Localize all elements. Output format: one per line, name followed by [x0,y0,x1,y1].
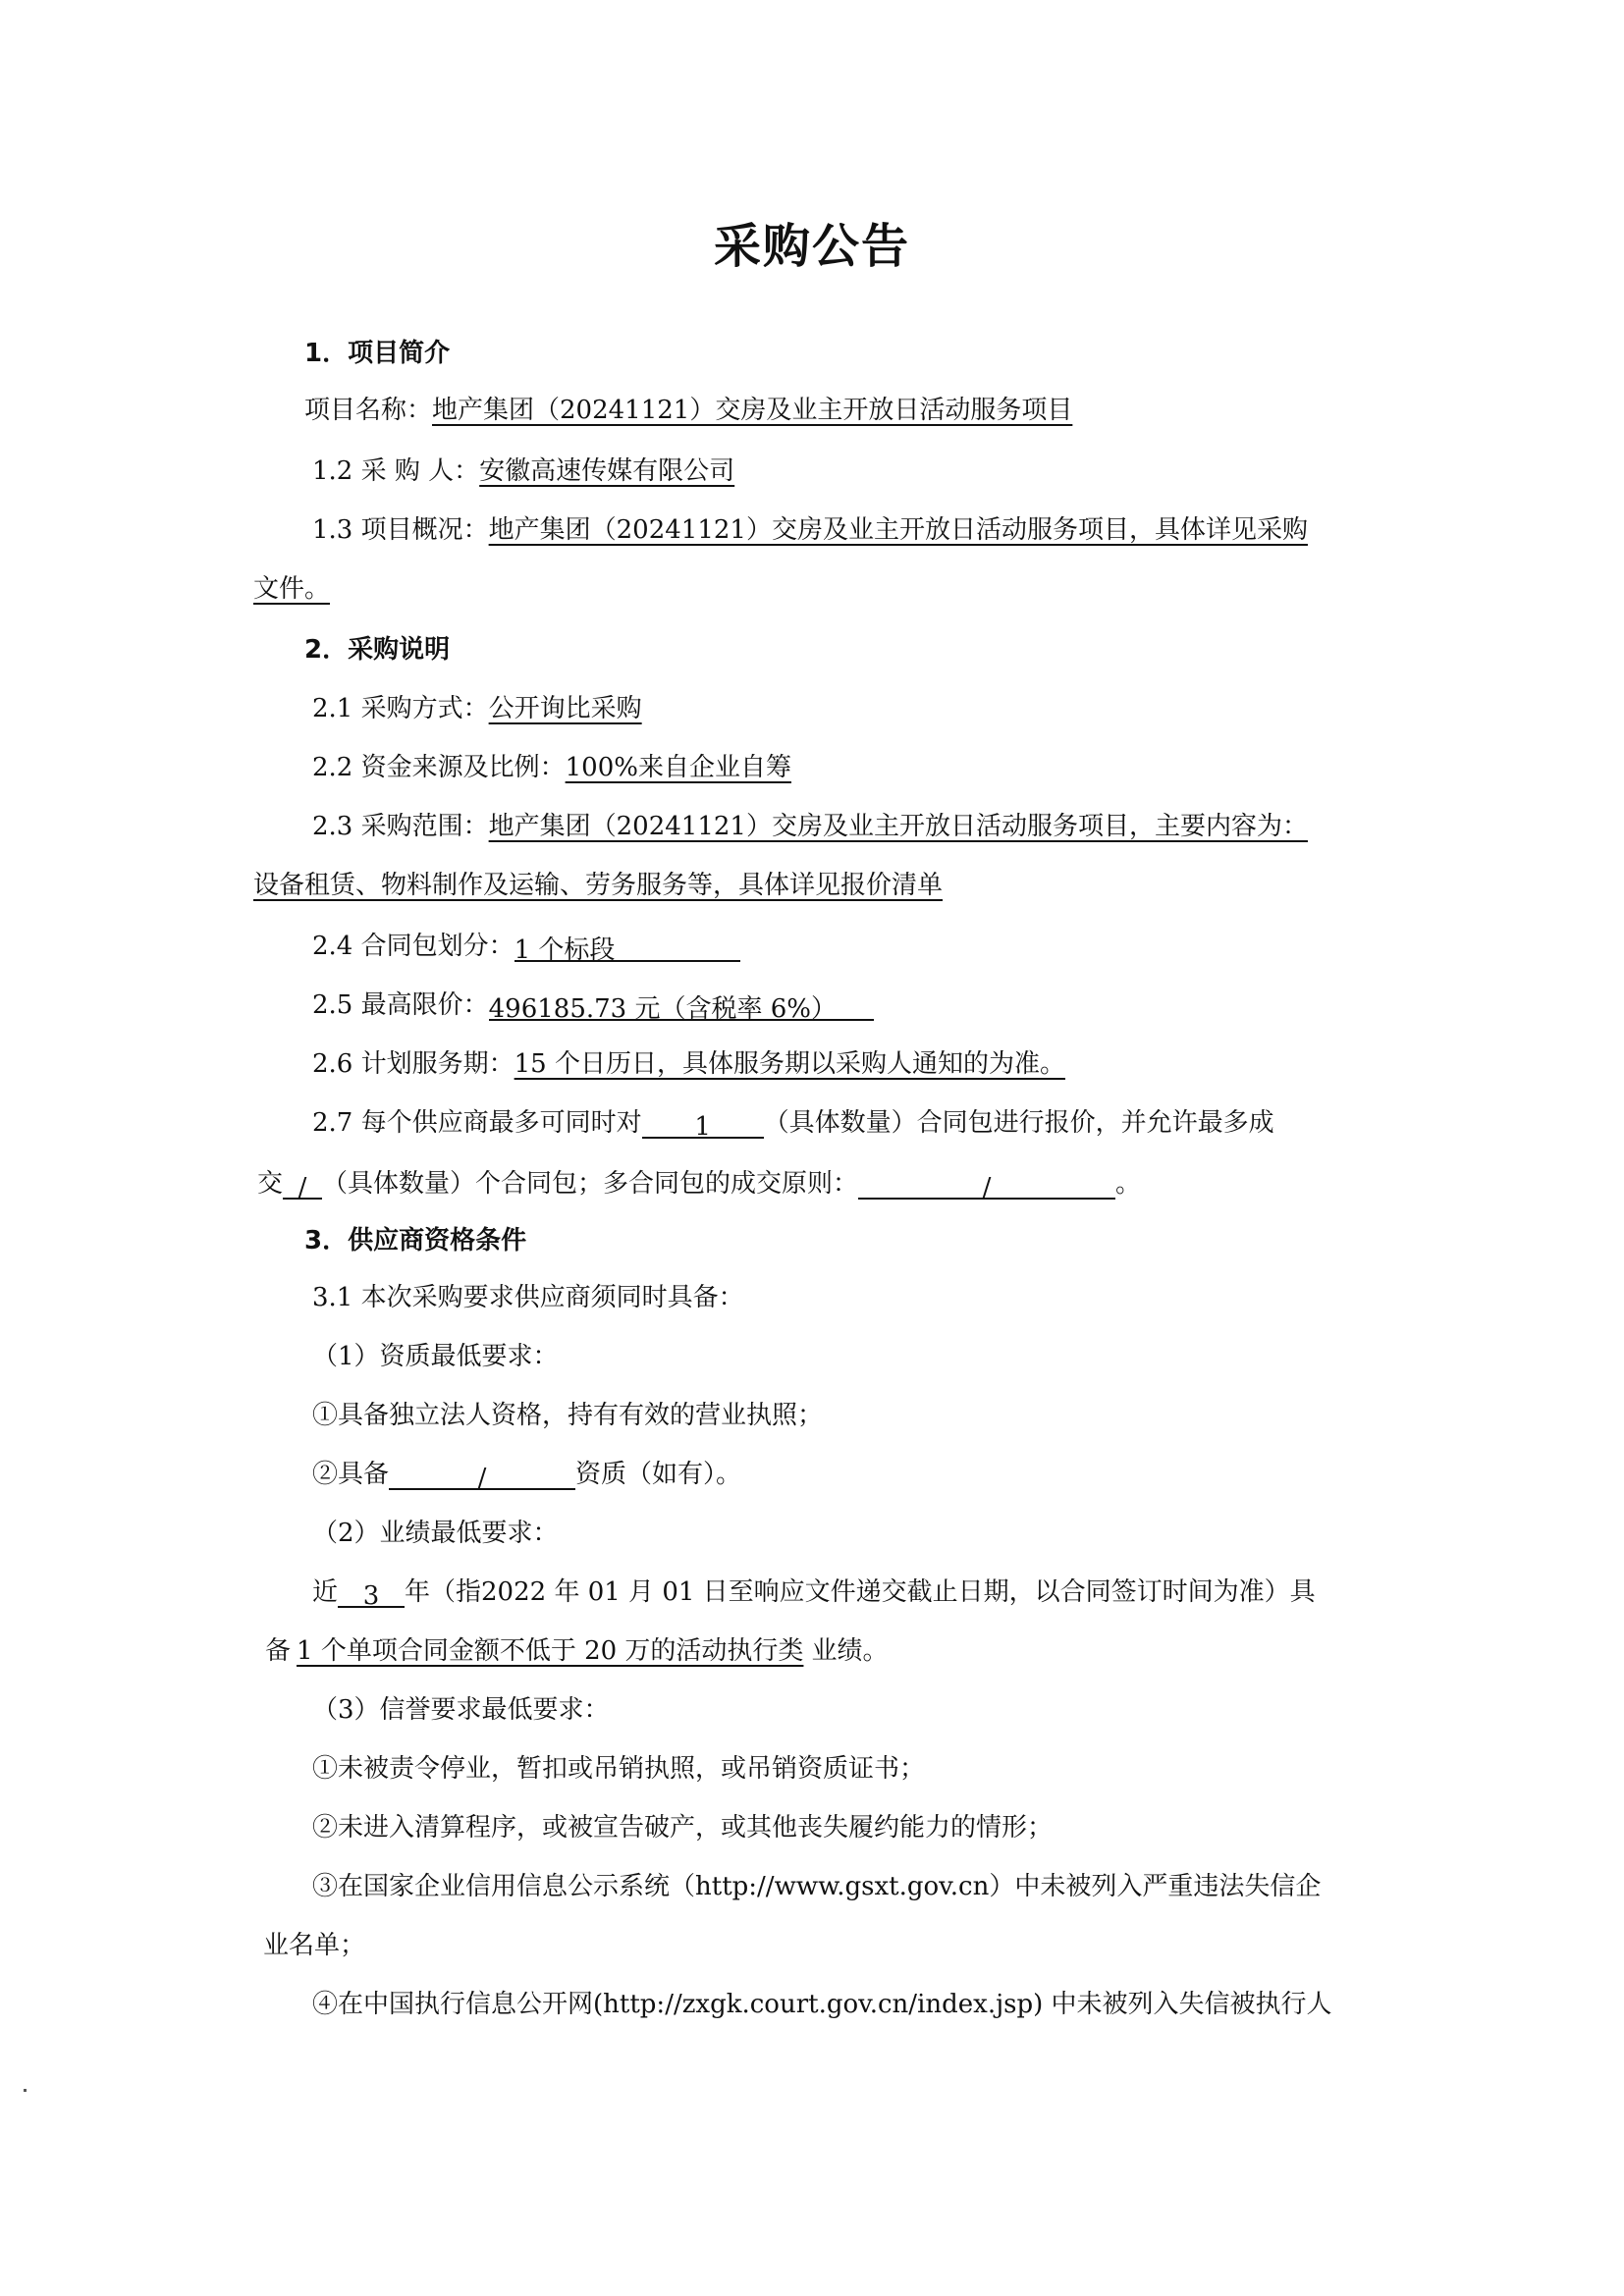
quote-line [312,1103,1274,1143]
overview-value-2: 文件。 [253,574,331,604]
scope-label: 2.3 采购范围： [312,812,489,841]
package-value: 1 个标段 [514,931,740,962]
buyer-line [312,452,734,491]
scope-line [312,807,1308,846]
overview-line [312,510,1308,550]
price-label: 2.5 最高限价： [312,990,489,1020]
overview-line-2 [253,569,330,609]
period-line [312,1044,1065,1084]
scope-value-2: 设备租赁、物料制作及运输、劳务服务等，具体详见报价清单 [253,871,944,900]
credit-item-4: ④在中国执行信息公开网(http://zxgk.court.gov.cn/index.jsp) 中未被列入失信被执行人 [312,1990,1332,2019]
credit-item-3: ③在国家企业信用信息公示系统（http://www.gsxt.gov.cn）中未被列入严重违法失信企 [312,1872,1322,1901]
credit-heading: （3）信誉要求最低要求： [312,1695,610,1725]
credit-item-3-cont: 业名单； [263,1931,366,1960]
performance-years: 3 [338,1576,405,1608]
deal-rule: / [858,1168,1115,1200]
overview-label: 1.3 项目概况： [312,515,489,545]
q2-prefix: ②具备 [312,1460,390,1489]
q2-suffix: 资质（如有）。 [575,1460,742,1489]
qualification-intro: 3.1 本次采购要求供应商须同时具备： [312,1283,744,1312]
performance-text-1: 年（指2022 年 01 月 01 日至响应文件递交截止日期，以合同签订时间为准）具 [405,1577,1316,1607]
deal-middle: （具体数量）个合同包；多合同包的成交原则： [322,1169,859,1199]
price-line [312,986,874,1025]
package-label: 2.4 合同包划分： [312,932,514,961]
section-2-heading: 2．采购说明 [304,635,451,665]
q2-blank: / [389,1459,575,1490]
section-3-heading: 3．供应商资格条件 [304,1226,527,1255]
credit-item-2: ②未进入清算程序，或被宣告破产，或其他丧失履约能力的情形； [312,1813,1054,1842]
performance-line-1 [312,1573,1316,1612]
period-label: 2.6 计划服务期： [312,1049,514,1079]
qualification-item-1: ①具备独立法人资格，持有有效的营业执照； [312,1401,824,1430]
qualification-item-2 [312,1455,741,1494]
buyer-label: 1.2 采 购 人： [312,456,480,486]
buyer-value: 安徽高速传媒有限公司 [479,456,735,486]
qualification-heading: （1）资质最低要求： [312,1342,559,1371]
deal-line [257,1164,1141,1203]
method-value: 公开询比采购 [488,694,642,723]
period-value: 15 个日历日，具体服务期以采购人通知的为准。 [514,1049,1065,1079]
credit-item-1: ①未被责令停业，暂扣或吊销执照，或吊销资质证书； [312,1754,926,1784]
scope-line-2 [253,866,943,905]
project-name-label: 项目名称： [304,396,433,425]
quote-suffix: （具体数量）合同包进行报价，并允许最多成 [763,1108,1274,1138]
fund-label: 2.2 资金来源及比例： [312,753,566,782]
scope-value-1: 地产集团（20241121）交房及业主开放日活动服务项目，主要内容为： [488,812,1308,841]
performance-line-2 [265,1631,888,1671]
price-value: 496185.73 元（含税率 6%） [489,989,874,1021]
performance-heading: （2）业绩最低要求： [312,1519,559,1548]
quote-prefix: 2.7 每个供应商最多可同时对 [312,1108,642,1138]
performance-bei: 备 [265,1636,292,1666]
method-label: 2.1 采购方式： [312,694,489,723]
performance-near: 近 [312,1577,339,1607]
fund-line [312,748,791,787]
project-name-line [304,391,1072,430]
performance-tail: 业绩。 [811,1636,889,1666]
deal-end: 。 [1115,1169,1142,1199]
overview-value-1: 地产集团（20241121）交房及业主开放日活动服务项目，具体详见采购 [488,515,1308,545]
document-title: 采购公告 [713,219,910,274]
deal-number: / [283,1168,322,1200]
quote-number: 1 [642,1107,764,1139]
method-line [312,689,642,728]
fund-value: 100%来自企业自筹 [565,753,791,782]
performance-requirement: 1 个单项合同金额不低于 20 万的活动执行类 [297,1636,804,1666]
scan-speck [24,2089,27,2092]
package-line [312,927,740,966]
section-1-heading: 1．项目简介 [304,339,451,368]
project-name-value: 地产集团（20241121）交房及业主开放日活动服务项目 [432,396,1073,425]
deal-prefix: 交 [257,1169,284,1199]
